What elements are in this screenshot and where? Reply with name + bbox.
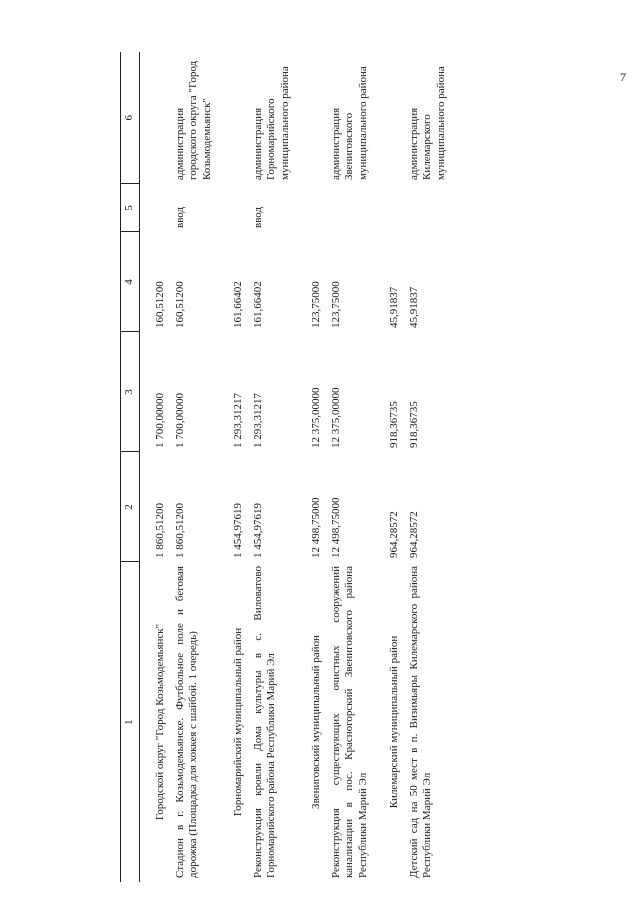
object-name-cell: Стадион в г. Козьмодемьянске. Футбольное поле и беговая дорожка (Площадка для хоккея с шайбой. 1 очередь): [173, 566, 200, 878]
value-cell: 12 375,00000: [309, 387, 322, 448]
value-cell: 160,51200: [173, 281, 186, 328]
value-cell: администрация Горномарийского муниципального района: [251, 66, 291, 180]
value-cell: 1 860,51200: [173, 503, 186, 558]
value-cell: 1 700,00000: [153, 393, 166, 448]
value-cell: 964,28572: [387, 511, 400, 558]
table-row: [327, 52, 374, 882]
group-name-cell: Горномарийский муниципальный район: [231, 627, 244, 817]
table-group-row: [296, 52, 327, 882]
column-header: 3: [121, 332, 140, 452]
data-table: [120, 52, 452, 882]
value-cell: [405, 184, 452, 232]
value-cell: 160,51200: [153, 281, 166, 328]
value-cell: 964,28572: [407, 511, 420, 558]
value-cell: 12 498,75000: [309, 497, 322, 558]
value-cell: администрация Килемарского муниципального района: [407, 66, 447, 180]
value-cell: 45,91837: [387, 286, 400, 328]
value-cell: администрация городского округа "Город Козьмодемьянск": [173, 60, 213, 180]
table-row: [405, 52, 452, 882]
column-header: 4: [121, 232, 140, 332]
value-cell: ввод: [251, 206, 264, 228]
value-cell: 123,75000: [329, 281, 342, 328]
value-cell: 1 293,31217: [231, 393, 244, 448]
value-cell: 161,66402: [231, 281, 244, 328]
value-cell: 161,66402: [251, 281, 264, 328]
table-group-row: [218, 52, 249, 882]
group-name-cell: Килемарский муниципальный район: [387, 635, 400, 809]
value-cell: 1 454,97619: [231, 503, 244, 558]
object-name-cell: Реконструкция существующих очистных сооружений канализации в пос. Красногорский Звениговского района Республики Марий Эл: [329, 566, 369, 878]
value-cell: 1 454,97619: [251, 503, 264, 558]
value-cell: [139, 52, 170, 184]
value-cell: [327, 184, 374, 232]
group-name-cell: Звениговский муниципальный район: [309, 635, 322, 809]
value-cell: 1 860,51200: [153, 503, 166, 558]
value-cell: 45,91837: [407, 286, 420, 328]
group-name-cell: Городской округ "Город Козьмодемьянск": [153, 623, 166, 821]
table-row: [249, 52, 296, 882]
value-cell: [296, 184, 327, 232]
rotated-table-container: [120, 52, 600, 882]
table-group-row: [139, 52, 170, 882]
object-name-cell: Детский сад на 50 мест в п. Визимьяры Килемарского района Республики Марий Эл: [407, 566, 434, 878]
value-cell: 1 700,00000: [173, 393, 186, 448]
table-row: [171, 52, 218, 882]
value-cell: администрация Звениговского муниципального района: [329, 66, 369, 180]
column-header: 2: [121, 452, 140, 562]
value-cell: [218, 52, 249, 184]
value-cell: 1 293,31217: [251, 393, 264, 448]
value-cell: 12 375,00000: [329, 387, 342, 448]
object-name-cell: Реконструкция кровли Дома культуры в с. Виловатово Горномарийского района Республики Марий Эл: [251, 566, 278, 878]
column-header: 1: [121, 562, 140, 882]
value-cell: 918,36735: [387, 401, 400, 448]
value-cell: 123,75000: [309, 281, 322, 328]
value-cell: [374, 184, 405, 232]
column-header: 5: [121, 184, 140, 232]
page-number: 7: [620, 70, 626, 84]
table-group-row: [374, 52, 405, 882]
value-cell: [296, 52, 327, 184]
value-cell: [374, 52, 405, 184]
value-cell: [139, 184, 170, 232]
value-cell: ввод: [173, 206, 186, 228]
column-header: 6: [121, 52, 140, 184]
value-cell: 12 498,75000: [329, 497, 342, 558]
value-cell: 918,36735: [407, 401, 420, 448]
table-header-row: [121, 52, 140, 882]
value-cell: [218, 184, 249, 232]
